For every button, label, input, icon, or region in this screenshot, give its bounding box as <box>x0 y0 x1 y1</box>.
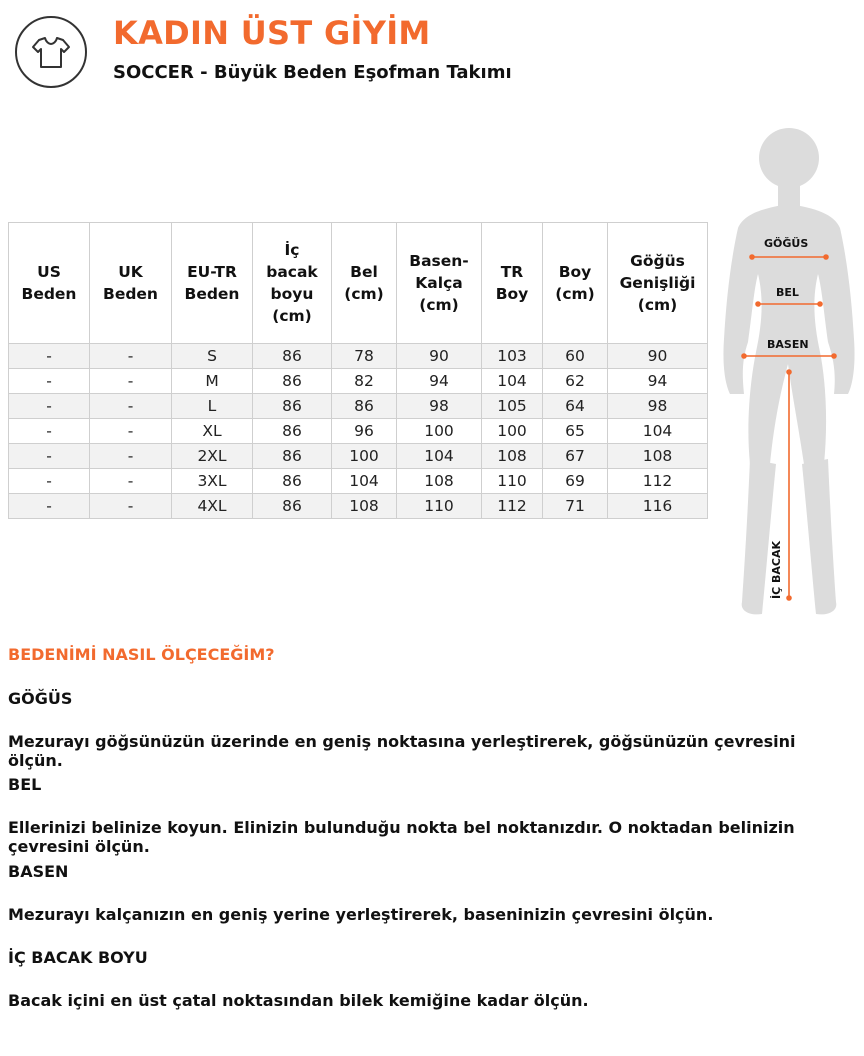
table-cell: 69 <box>543 469 608 494</box>
table-cell: 112 <box>608 469 708 494</box>
guide-text-inseam: Bacak içini en üst çatal noktasından bilek kemiğine kadar ölçün. <box>8 991 589 1010</box>
table-row <box>9 494 708 519</box>
table-cell: 2XL <box>172 444 253 469</box>
table-cell: - <box>9 494 90 519</box>
table-cell: 82 <box>332 369 397 394</box>
table-row <box>9 444 708 469</box>
table-cell: 100 <box>482 419 543 444</box>
table-cell: 62 <box>543 369 608 394</box>
table-row <box>9 419 708 444</box>
table-cell: - <box>90 394 172 419</box>
table-cell: 110 <box>482 469 543 494</box>
table-row <box>9 344 708 369</box>
table-cell: 98 <box>397 394 482 419</box>
body-measurement-figure <box>718 124 860 620</box>
table-cell: 86 <box>253 494 332 519</box>
guide-text-hip: Mezurayı kalçanızın en geniş yerine yerleştirerek, baseninizin çevresini ölçün. <box>8 905 714 924</box>
guide-title-hip: BASEN <box>8 862 69 881</box>
table-cell: - <box>9 344 90 369</box>
table-cell: 104 <box>397 444 482 469</box>
table-cell: 67 <box>543 444 608 469</box>
table-cell: 86 <box>253 444 332 469</box>
table-cell: 86 <box>253 369 332 394</box>
table-body <box>9 344 708 519</box>
column-header: TR Boy <box>482 223 543 344</box>
table-cell: 94 <box>608 369 708 394</box>
column-header: US Beden <box>9 223 90 344</box>
table-row <box>9 369 708 394</box>
table-cell: 65 <box>543 419 608 444</box>
table-cell: 96 <box>332 419 397 444</box>
table-cell: 116 <box>608 494 708 519</box>
table-cell: M <box>172 369 253 394</box>
table-cell: - <box>90 494 172 519</box>
table-cell: 86 <box>332 394 397 419</box>
table-cell: 90 <box>608 344 708 369</box>
table-cell: 108 <box>482 444 543 469</box>
table-cell: 86 <box>253 419 332 444</box>
chest-label: GÖĞÜS <box>764 237 809 250</box>
table-cell: 94 <box>397 369 482 394</box>
table-cell: 103 <box>482 344 543 369</box>
table-cell: 105 <box>482 394 543 419</box>
table-header-row <box>9 223 708 344</box>
size-table <box>8 222 708 519</box>
table-cell: 112 <box>482 494 543 519</box>
column-header: Boy (cm) <box>543 223 608 344</box>
table-cell: 78 <box>332 344 397 369</box>
table-cell: L <box>172 394 253 419</box>
table-cell: 4XL <box>172 494 253 519</box>
guide-heading: BEDENİMİ NASIL ÖLÇECEĞİM? <box>8 645 275 664</box>
table-cell: 100 <box>332 444 397 469</box>
table-cell: - <box>9 419 90 444</box>
table-cell: 86 <box>253 394 332 419</box>
table-cell: - <box>90 369 172 394</box>
table-cell: 90 <box>397 344 482 369</box>
table-cell: 108 <box>397 469 482 494</box>
inseam-label: İÇ BACAK <box>770 540 783 599</box>
table-cell: S <box>172 344 253 369</box>
table-cell: 60 <box>543 344 608 369</box>
table-row <box>9 394 708 419</box>
column-header: Basen- Kalça (cm) <box>397 223 482 344</box>
column-header: İç bacak boyu (cm) <box>253 223 332 344</box>
table-cell: - <box>9 394 90 419</box>
table-cell: - <box>90 419 172 444</box>
page-subtitle: SOCCER - Büyük Beden Eşofman Takımı <box>113 62 512 83</box>
table-cell: XL <box>172 419 253 444</box>
hip-label: BASEN <box>767 338 809 351</box>
table-cell: - <box>9 444 90 469</box>
table-cell: 104 <box>608 419 708 444</box>
table-cell: 71 <box>543 494 608 519</box>
column-header: EU-TR Beden <box>172 223 253 344</box>
table-cell: 108 <box>332 494 397 519</box>
guide-title-chest: GÖĞÜS <box>8 689 73 708</box>
tshirt-icon <box>15 16 87 88</box>
table-cell: 104 <box>332 469 397 494</box>
table-cell: - <box>90 444 172 469</box>
body-silhouette <box>718 124 860 620</box>
table-cell: 108 <box>608 444 708 469</box>
column-header: UK Beden <box>90 223 172 344</box>
table-cell: 104 <box>482 369 543 394</box>
guide-title-waist: BEL <box>8 775 42 794</box>
guide-text-waist: Ellerinizi belinize koyun. Elinizin bulunduğu nokta bel noktanızdır. O noktadan belinizin çevresini ölçün. <box>8 818 795 856</box>
table-cell: 64 <box>543 394 608 419</box>
table-cell: - <box>90 344 172 369</box>
column-header: Göğüs Genişliği (cm) <box>608 223 708 344</box>
guide-title-inseam: İÇ BACAK BOYU <box>8 948 148 967</box>
table-cell: - <box>9 369 90 394</box>
table-cell: 86 <box>253 344 332 369</box>
waist-label: BEL <box>776 286 799 299</box>
table-cell: - <box>9 469 90 494</box>
table-row <box>9 469 708 494</box>
guide-text-chest: Mezurayı göğsünüzün üzerinde en geniş noktasına yerleştirerek, göğsünüzün çevresini ölçün. <box>8 732 796 770</box>
column-header: Bel (cm) <box>332 223 397 344</box>
table-cell: 3XL <box>172 469 253 494</box>
page-title: KADIN ÜST GİYİM <box>113 14 431 52</box>
table-cell: 110 <box>397 494 482 519</box>
table-cell: 98 <box>608 394 708 419</box>
table-cell: 100 <box>397 419 482 444</box>
table-cell: - <box>90 469 172 494</box>
table-cell: 86 <box>253 469 332 494</box>
